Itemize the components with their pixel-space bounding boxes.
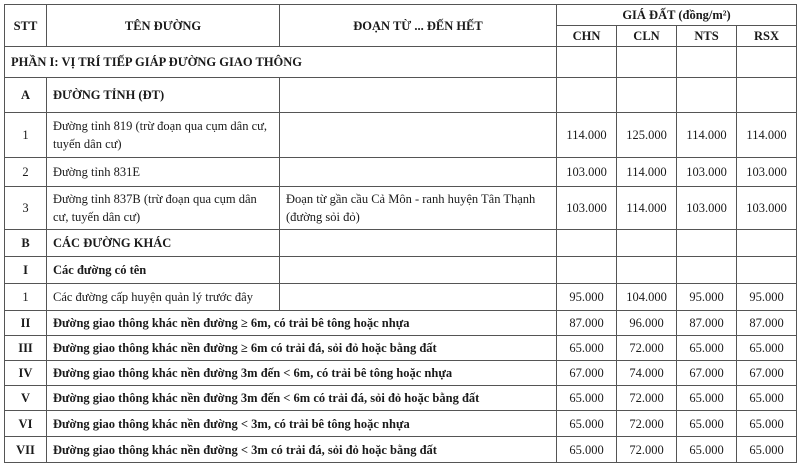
row-stt: 1 — [5, 113, 47, 158]
price-chn: 103.000 — [557, 158, 617, 187]
row-name: Đường giao thông khác nền đường ≥ 6m, có trải bê tông hoặc nhựa — [47, 311, 557, 336]
row-segment: Đoạn từ gần cầu Cả Môn - ranh huyện Tân Thạnh (đường sỏi đỏ) — [280, 187, 557, 230]
price-cln — [617, 257, 677, 284]
price-nts: 103.000 — [677, 158, 737, 187]
price-cln: 72.000 — [617, 437, 677, 463]
price-rsx: 65.000 — [737, 336, 797, 361]
price-chn: 95.000 — [557, 284, 617, 311]
price-cln: 72.000 — [617, 411, 677, 437]
header-gia-dat: GIÁ ĐẤT (đồng/m²) — [557, 5, 797, 26]
price-chn — [557, 257, 617, 284]
row-stt: 2 — [5, 158, 47, 187]
price-nts — [677, 230, 737, 257]
price-nts — [677, 257, 737, 284]
header-stt: STT — [5, 5, 47, 47]
row-name: Đường tỉnh 837B (trừ đoạn qua cụm dân cư, tuyến dân cư) — [47, 187, 280, 230]
section-row — [5, 47, 797, 78]
price-rsx — [737, 230, 797, 257]
price-nts: 65.000 — [677, 336, 737, 361]
price-chn: 65.000 — [557, 411, 617, 437]
row-name: Đường giao thông khác nền đường < 3m có trải đá, sỏi đỏ hoặc bằng đất — [47, 437, 557, 463]
table-row — [5, 257, 797, 284]
row-name: CÁC ĐƯỜNG KHÁC — [47, 230, 280, 257]
row-stt: I — [5, 257, 47, 284]
price-nts: 114.000 — [677, 113, 737, 158]
price-cln: 72.000 — [617, 386, 677, 411]
price-rsx: 65.000 — [737, 411, 797, 437]
row-name: Đường giao thông khác nền đường ≥ 6m có trải đá, sỏi đỏ hoặc bằng đất — [47, 336, 557, 361]
price-cln: 125.000 — [617, 113, 677, 158]
price-chn: 65.000 — [557, 336, 617, 361]
row-segment — [280, 158, 557, 187]
price-nts: 87.000 — [677, 311, 737, 336]
price-rsx: 95.000 — [737, 284, 797, 311]
price-nts: 67.000 — [677, 361, 737, 386]
land-price-table — [4, 4, 797, 463]
section-title: PHẦN I: VỊ TRÍ TIẾP GIÁP ĐƯỜNG GIAO THÔNG — [5, 47, 557, 78]
price-cln: 114.000 — [617, 158, 677, 187]
price-nts: 65.000 — [677, 411, 737, 437]
row-stt: 1 — [5, 284, 47, 311]
price-rsx: 114.000 — [737, 113, 797, 158]
price-rsx: 65.000 — [737, 437, 797, 463]
price-chn: 65.000 — [557, 386, 617, 411]
price-cln: 72.000 — [617, 336, 677, 361]
price-cln — [617, 78, 677, 113]
row-segment — [280, 284, 557, 311]
price-cln: 74.000 — [617, 361, 677, 386]
price-rsx: 87.000 — [737, 311, 797, 336]
row-segment — [280, 113, 557, 158]
price-rsx: 65.000 — [737, 386, 797, 411]
table-row — [5, 311, 797, 336]
header-cln: CLN — [617, 26, 677, 47]
price-nts: 103.000 — [677, 187, 737, 230]
header-doan-tu: ĐOẠN TỪ ... ĐẾN HẾT — [280, 5, 557, 47]
table-row — [5, 411, 797, 437]
table-row — [5, 187, 797, 230]
table-row — [5, 386, 797, 411]
price-rsx: 103.000 — [737, 187, 797, 230]
row-name: Đường giao thông khác nền đường < 3m, có trải bê tông hoặc nhựa — [47, 411, 557, 437]
row-name: Đường giao thông khác nền đường 3m đến < 6m có trải đá, sỏi đỏ hoặc bằng đất — [47, 386, 557, 411]
row-stt: V — [5, 386, 47, 411]
table-row — [5, 284, 797, 311]
price-nts: 95.000 — [677, 284, 737, 311]
row-stt: A — [5, 78, 47, 113]
header-ten-duong: TÊN ĐƯỜNG — [47, 5, 280, 47]
row-segment — [280, 78, 557, 113]
table-row — [5, 361, 797, 386]
header-nts: NTS — [677, 26, 737, 47]
price-rsx: 67.000 — [737, 361, 797, 386]
price-chn — [557, 230, 617, 257]
price-chn: 87.000 — [557, 311, 617, 336]
row-stt: IV — [5, 361, 47, 386]
price-chn: 67.000 — [557, 361, 617, 386]
table-row — [5, 113, 797, 158]
header-rsx: RSX — [737, 26, 797, 47]
row-stt: III — [5, 336, 47, 361]
row-segment — [280, 257, 557, 284]
row-name: Các đường có tên — [47, 257, 280, 284]
price-rsx — [737, 257, 797, 284]
row-name: ĐƯỜNG TỈNH (ĐT) — [47, 78, 280, 113]
row-stt: B — [5, 230, 47, 257]
row-segment — [280, 230, 557, 257]
row-name: Đường tỉnh 819 (trừ đoạn qua cụm dân cư, tuyến dân cư) — [47, 113, 280, 158]
table-row — [5, 336, 797, 361]
row-name: Các đường cấp huyện quản lý trước đây — [47, 284, 280, 311]
row-stt: VI — [5, 411, 47, 437]
row-name: Đường giao thông khác nền đường 3m đến < 6m, có trải bê tông hoặc nhựa — [47, 361, 557, 386]
row-stt: 3 — [5, 187, 47, 230]
price-cln: 114.000 — [617, 187, 677, 230]
price-cln — [617, 230, 677, 257]
table-row — [5, 78, 797, 113]
price-rsx — [737, 78, 797, 113]
price-nts — [677, 78, 737, 113]
price-cln: 96.000 — [617, 311, 677, 336]
row-name: Đường tỉnh 831E — [47, 158, 280, 187]
price-chn: 65.000 — [557, 437, 617, 463]
price-nts: 65.000 — [677, 437, 737, 463]
table-row — [5, 230, 797, 257]
price-nts: 65.000 — [677, 386, 737, 411]
price-chn — [557, 78, 617, 113]
table-row — [5, 158, 797, 187]
price-chn: 103.000 — [557, 187, 617, 230]
row-stt: VII — [5, 437, 47, 463]
row-stt: II — [5, 311, 47, 336]
table-row — [5, 437, 797, 463]
price-chn: 114.000 — [557, 113, 617, 158]
price-cln: 104.000 — [617, 284, 677, 311]
header-chn: CHN — [557, 26, 617, 47]
price-rsx: 103.000 — [737, 158, 797, 187]
